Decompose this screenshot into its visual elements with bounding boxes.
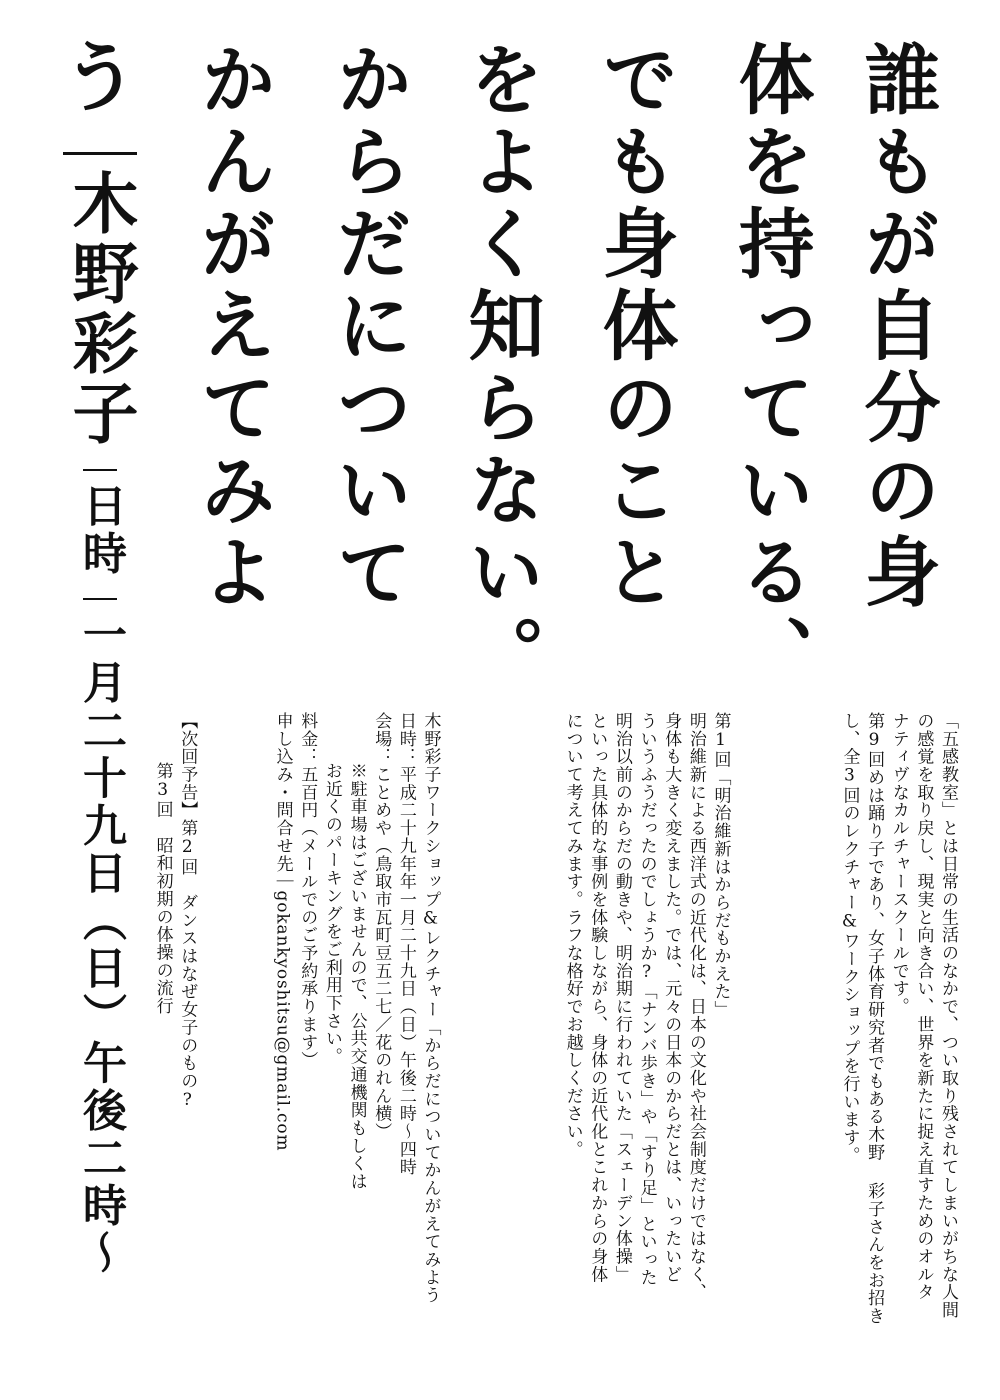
session-line: 明治以前のからだの動きや、明治期に行われていた「スェーデン体操」 [611, 712, 632, 1284]
contact-email[interactable]: gokankyoshitsu@gmail.com [272, 890, 293, 1152]
event-fee: 料金：五百円（メールでのご予約承ります） [297, 712, 318, 1069]
upcoming-item-2: 第2回 ダンスはなぜ女子のもの? [177, 819, 198, 1111]
divider-rule [63, 152, 137, 155]
headline-line-5: からだについて [324, 40, 413, 615]
event-info [270, 712, 442, 1304]
about-paragraph [837, 712, 960, 1325]
about-line: 「五感教室」とは日常の生活のなかで、つい取り残されてしまいがちな人間 [938, 712, 958, 1319]
upcoming-line-1 [175, 712, 200, 1111]
upcoming-label: 【次回予告】 [177, 712, 198, 820]
session-line: ういうふうだったのでしょうか?「ナンバ歩き」や「すり足」といった [636, 712, 657, 1287]
upcoming-sessions [150, 712, 199, 1111]
parking-note-1: ※駐車場はございませんので、公共交通機関もしくは [346, 762, 367, 1191]
headline-line-2: 体を持っている、 [726, 40, 815, 697]
session-description [560, 712, 732, 1301]
about-line: の感覚を取り戻し、現実と向き合い、世界を新たに捉え直すためのオルタ [913, 712, 934, 1302]
contact-line [270, 712, 295, 1304]
event-date: 日時：平成二十九年年一月二十九日（日）午後二時〜四時 [395, 712, 416, 1177]
about-line: ナティヴなカルチャースクールです。 [888, 712, 909, 1016]
session-title: 第1回「明治維新はからだもかえた」 [710, 712, 731, 1019]
contact-label: 申し込み・問合せ先｜ [272, 712, 293, 891]
event-venue: 会場：ことめや（鳥取市瓦町豆五二七／花のれん横） [371, 712, 392, 1141]
about-line: 第9回めは踊り子であり、女子体育研究者でもある木野 彩子さんをお招き [864, 712, 885, 1325]
event-datetime: 一月二十九日（日）午後二時〜 [75, 611, 126, 1278]
headline-line-7: う [62, 33, 138, 122]
session-line: 明治維新による西洋式の近代化は、日本の文化や社会制度だけではなく、 [685, 712, 706, 1302]
session-line: 身体も大きく変えました。では、元々の日本のからだとは、いったいど [661, 712, 682, 1284]
datetime-label: 日時 [75, 482, 126, 578]
headline-line-4: をよく知らない。 [456, 40, 545, 697]
upcoming-item-3: 第3回 昭和初期の体操の流行 [152, 762, 173, 1015]
headline-line-6: かんがえてみよ [188, 40, 277, 615]
about-line: し、全3回のレクチャー&ワークショップを行います。 [839, 712, 860, 1165]
session-line: について考えてみます。ラフな格好でお越しください。 [562, 712, 583, 1159]
divider-rule-small [83, 598, 117, 600]
divider-rule-small [83, 469, 117, 471]
headline-line-1: 誰もが自分の身 [852, 40, 941, 615]
headline-speaker-column [60, 33, 140, 1278]
parking-note-2: お近くのパーキングをご利用下さい。 [321, 762, 342, 1066]
session-line: といった具体的な事例を体験しながら、身体の近代化とこれからの身体 [587, 712, 608, 1284]
headline-line-3: でも身体のこと [590, 40, 679, 615]
speaker-name: 木野彩子 [61, 169, 139, 449]
event-title: 木野彩子ワークショップ&レクチャー「からだについてかんがえてみよう [420, 712, 441, 1305]
